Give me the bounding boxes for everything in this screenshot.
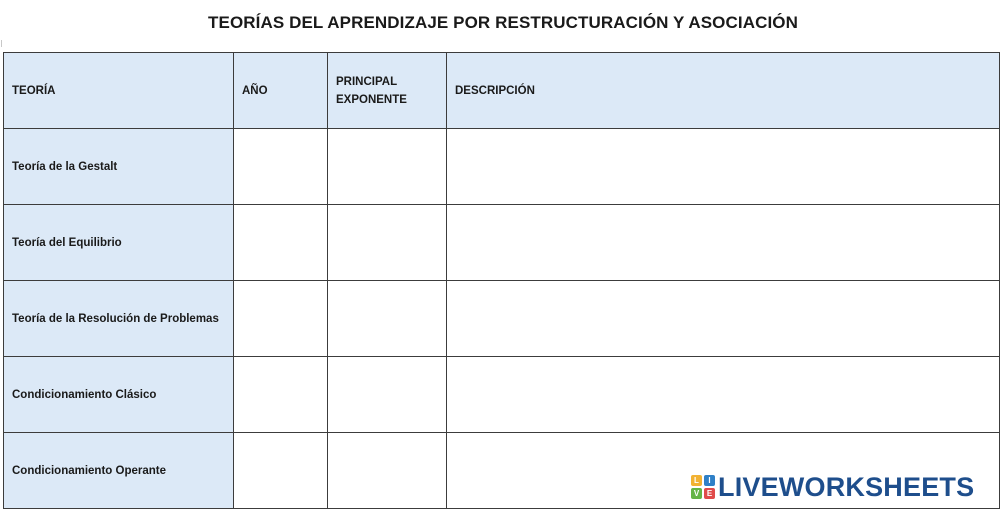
exponent-cell[interactable] [328,357,447,433]
header-theory: TEORÍA [4,53,234,129]
description-cell[interactable] [447,129,1000,205]
header-principal-exponent [328,53,447,129]
table-row [4,281,1000,357]
header-exponent-line2: EXPONENTE [336,93,407,106]
exponent-cell[interactable] [328,433,447,509]
logo-icon [691,475,715,499]
theories-table [3,52,1000,509]
liveworksheets-logo [691,472,974,502]
year-cell[interactable] [234,281,328,357]
exponent-cell[interactable] [328,281,447,357]
description-cell[interactable] [447,205,1000,281]
theory-cell: Teoría de la Gestalt [4,129,234,205]
table-row [4,205,1000,281]
theory-cell: Condicionamiento Operante [4,433,234,509]
header-year: AÑO [234,53,328,129]
theory-cell: Teoría de la Resolución de Problemas [4,281,234,357]
margin-marker [1,40,4,47]
table-row [4,129,1000,205]
year-cell[interactable] [234,433,328,509]
table-row [4,357,1000,433]
header-exponent-line1: PRINCIPAL [336,75,398,88]
exponent-cell[interactable] [328,205,447,281]
logo-wordmark: LIVEWORKSHEETS [718,472,975,502]
description-cell[interactable] [447,281,1000,357]
header-description: DESCRIPCIÓN [447,53,1000,129]
theory-cell: Condicionamiento Clásico [4,357,234,433]
year-cell[interactable] [234,129,328,205]
page-title: TEORÍAS DEL APRENDIZAJE POR RESTRUCTURACIÓN Y ASOCIACIÓN [208,13,798,32]
logo-tile: I [704,475,715,486]
logo-tile: E [704,488,715,499]
logo-tile: V [691,488,702,499]
theory-cell: Teoría del Equilibrio [4,205,234,281]
year-cell[interactable] [234,357,328,433]
logo-tile: L [691,475,702,486]
description-cell[interactable] [447,357,1000,433]
year-cell[interactable] [234,205,328,281]
table-header-row [4,53,1000,129]
exponent-cell[interactable] [328,129,447,205]
